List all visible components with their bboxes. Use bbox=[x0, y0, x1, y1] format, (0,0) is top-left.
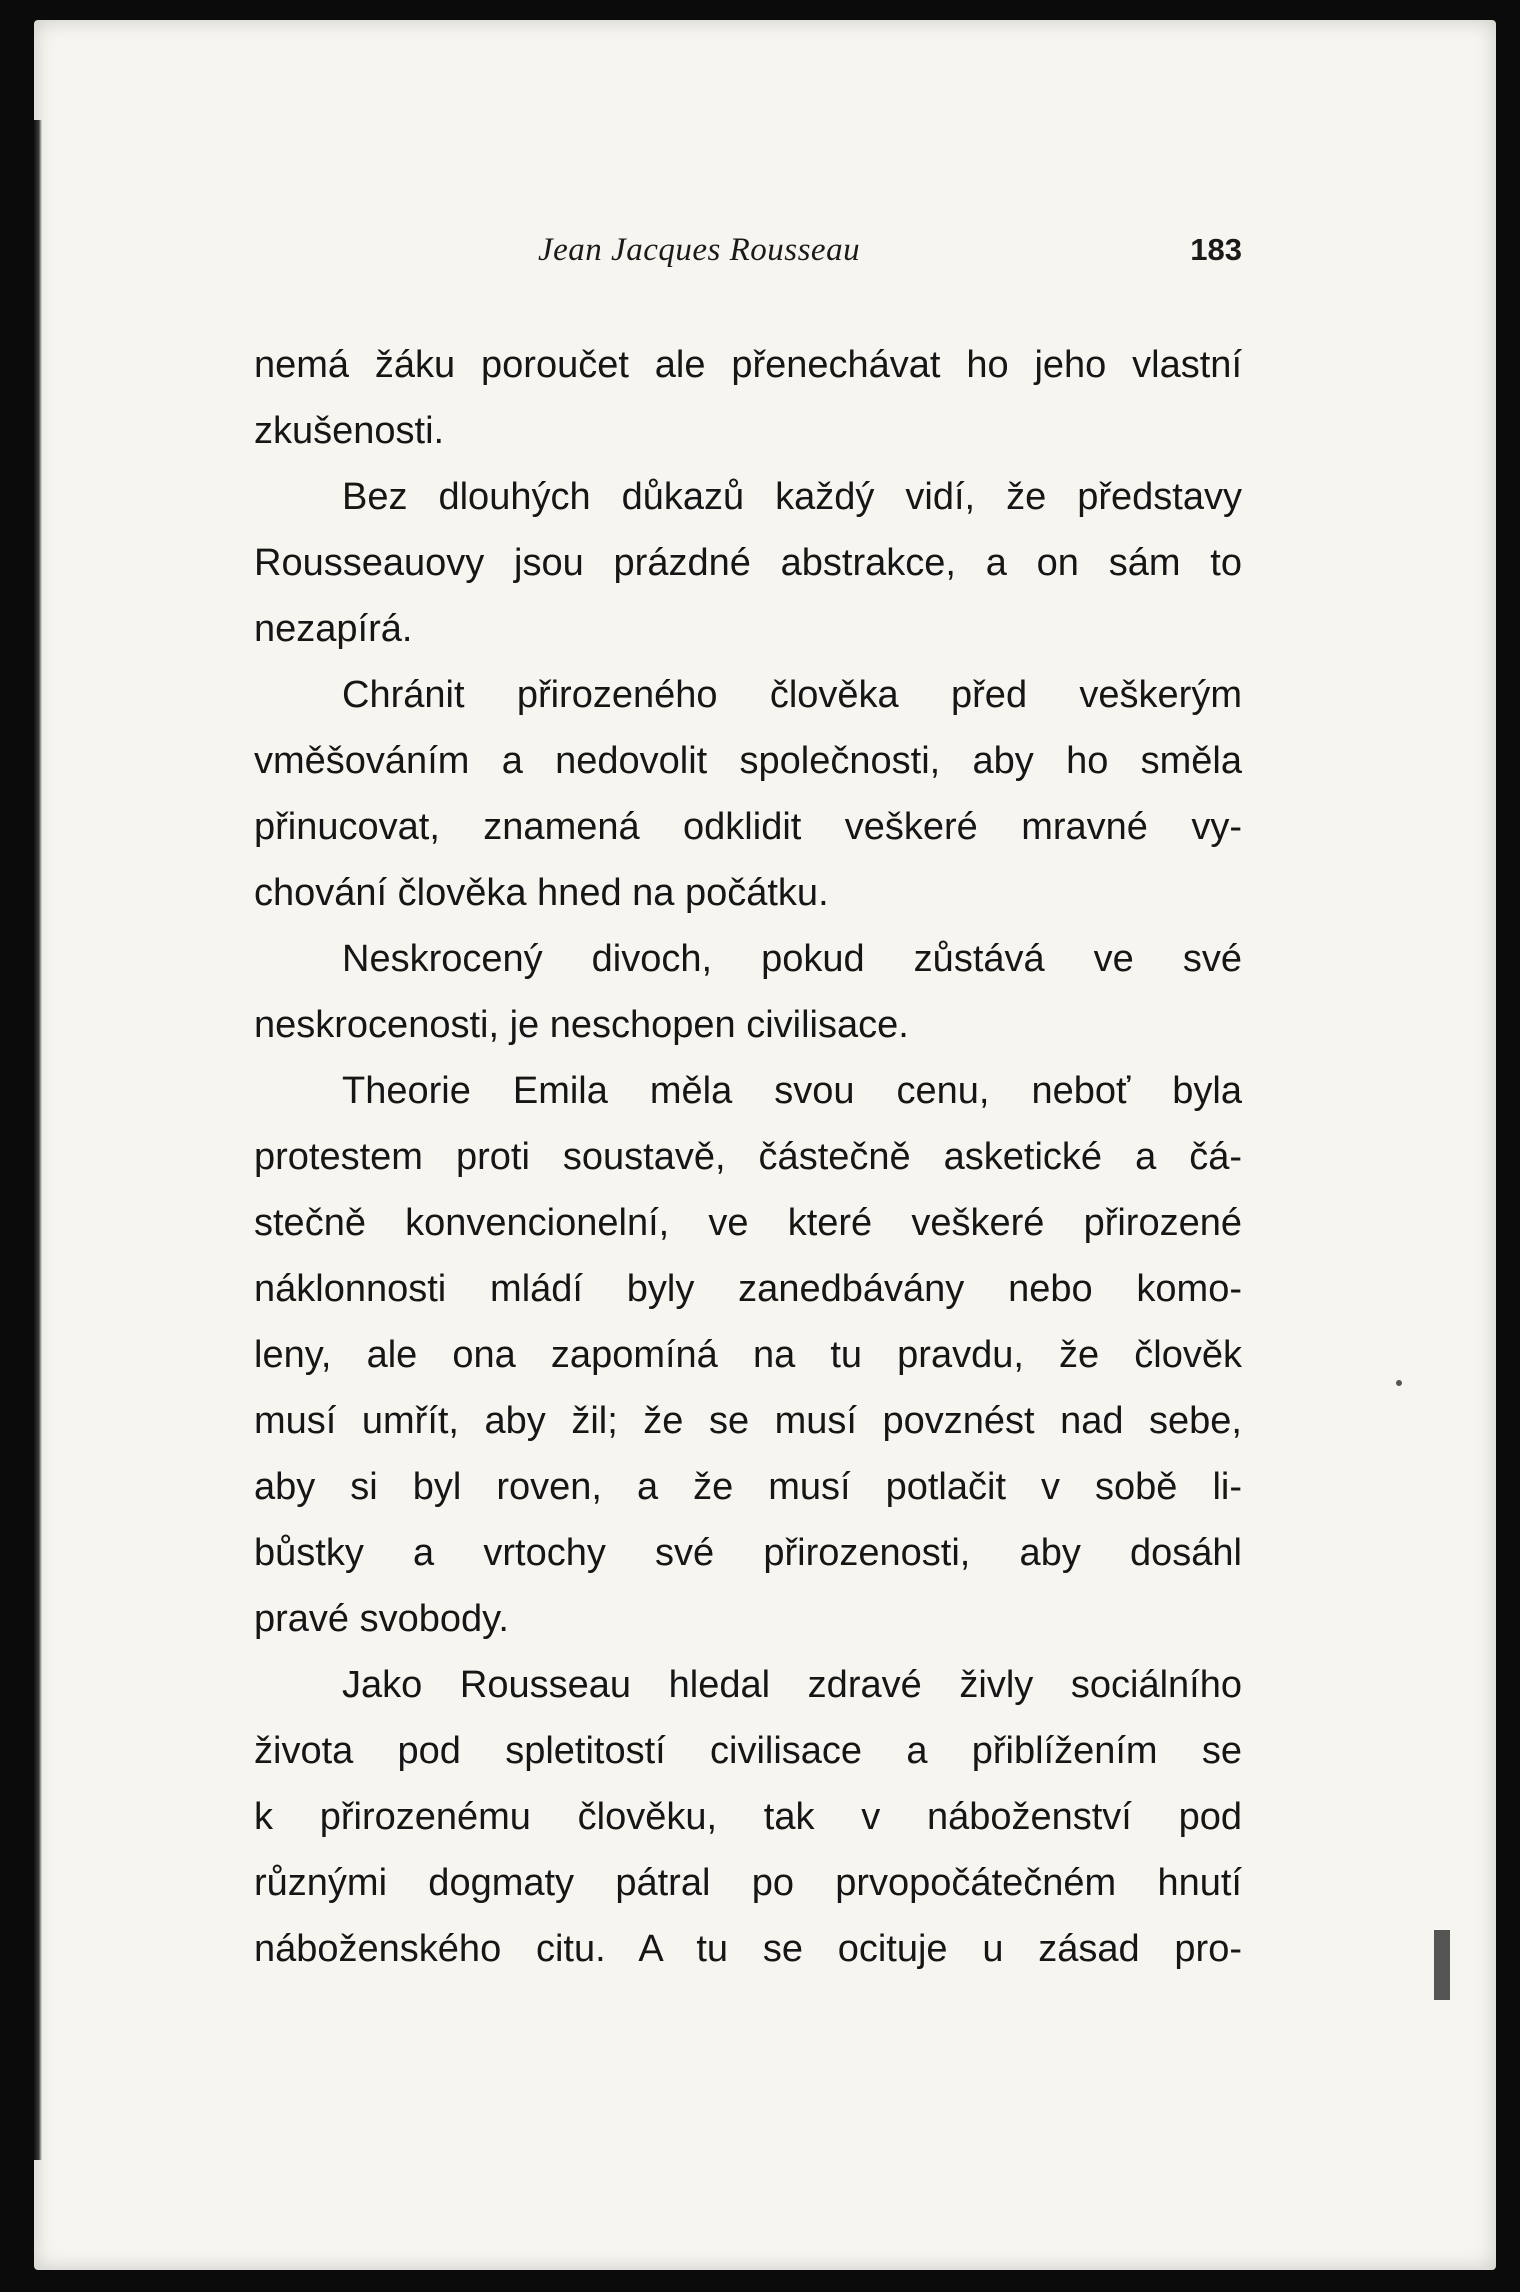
running-title: Jean Jacques Rousseau bbox=[538, 232, 861, 268]
page-edge-shadow bbox=[34, 120, 42, 2160]
text-line: chování člověka hned na počátku. bbox=[254, 872, 829, 914]
text-line: Bez dlouhých důkazů každý vidí, že představy bbox=[342, 476, 1242, 518]
text-line: stečně konvencionelní, ve které veškeré přirozené bbox=[254, 1202, 1242, 1244]
text-line: nezapírá. bbox=[254, 608, 413, 650]
text-line: přinucovat, znamená odklidit veškeré mravné vy- bbox=[254, 806, 1242, 848]
text-line: protestem proti soustavě, částečně asketické a čá- bbox=[254, 1136, 1242, 1178]
text-line: Rousseauovy jsou prázdné abstrakce, a on sám to bbox=[254, 542, 1242, 584]
text-line: Jako Rousseau hledal zdravé živly sociálního bbox=[342, 1664, 1242, 1706]
text-line: nemá žáku poroučet ale přenechávat ho jeho vlastní bbox=[254, 344, 1242, 386]
page-number: 183 bbox=[1190, 232, 1242, 267]
text-line: života pod spletitostí civilisace a přiblížením se bbox=[254, 1730, 1242, 1772]
scan-speck bbox=[1396, 1380, 1402, 1386]
text-line: vměšováním a nedovolit společnosti, aby ho směla bbox=[254, 740, 1242, 782]
text-line: Chránit přirozeného člověka před veškerým bbox=[342, 674, 1242, 716]
text-line: Theorie Emila měla svou cenu, neboť byla bbox=[342, 1070, 1242, 1112]
text-line: zkušenosti. bbox=[254, 410, 445, 452]
body-text bbox=[254, 332, 1242, 1982]
text-line: náboženského citu. A tu se ocituje u zásad pro- bbox=[254, 1928, 1242, 1970]
text-line: aby si byl roven, a že musí potlačit v sobě li- bbox=[254, 1466, 1242, 1508]
text-line: náklonnosti mládí byly zanedbávány nebo komo- bbox=[254, 1268, 1242, 1310]
text-line: musí umřít, aby žil; že se musí povznést nad sebe, bbox=[254, 1400, 1242, 1442]
text-line: různými dogmaty pátral po prvopočátečném hnutí bbox=[254, 1862, 1242, 1904]
text-line: pravé svobody. bbox=[254, 1598, 509, 1640]
text-line: bůstky a vrtochy své přirozenosti, aby dosáhl bbox=[254, 1532, 1242, 1574]
text-line: leny, ale ona zapomíná na tu pravdu, že člověk bbox=[254, 1334, 1242, 1376]
text-line: neskrocenosti, je neschopen civilisace. bbox=[254, 1004, 909, 1046]
scan-edge-artifact bbox=[1434, 1930, 1450, 2000]
running-header bbox=[254, 232, 1242, 288]
text-line: Neskrocený divoch, pokud zůstává ve své bbox=[342, 938, 1242, 980]
text-line: k přirozenému člověku, tak v náboženství pod bbox=[254, 1796, 1242, 1838]
